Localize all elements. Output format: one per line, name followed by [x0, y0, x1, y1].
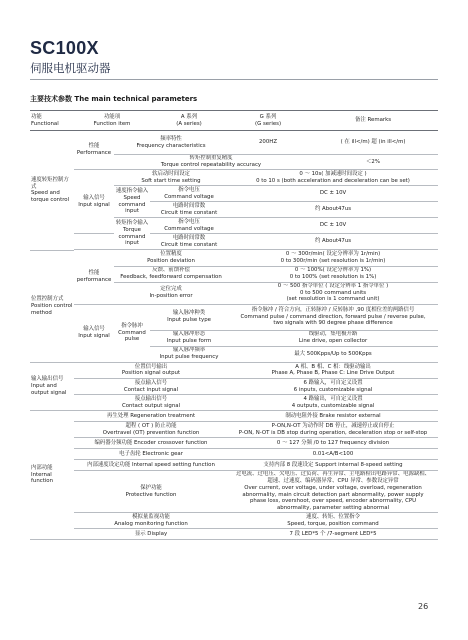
row-analog-monitoring: 模拟量监视功能 Analog monitoring function — [74, 513, 228, 529]
row-contact-input: 接点输入信号 Contact input signal — [74, 379, 228, 395]
group-performance: 性能 performance — [74, 250, 114, 304]
value-display: 7 段 LED*5 个 /7-segment LED*5 — [228, 529, 438, 540]
table-row — [30, 395, 438, 411]
table-row — [30, 438, 438, 449]
row-input-pulse-frequency: 输入脉冲频率 Input pulse frequency — [150, 346, 228, 362]
table-row — [30, 513, 438, 529]
group-position-control: 位置控制方式 Position control method — [30, 250, 74, 363]
value-overtravel: P-ON,N-OT 为动作时 DB 停止，减速停止或自停止 P-ON, N-OT is DB stop during operation, deceleration stop or self-stop — [228, 422, 438, 438]
value-input-pulse-type: 指令脉冲 / 符合方向，正转脉冲 / 反转脉冲 ,90 度相位差的两路信号 Command pulse / command direction, forward pulse / reverse pulse, two signals with 90 degree phase difference — [228, 304, 438, 330]
row-torque-repeatability: 转矩控制重复精度 Torque control repeatability accuracy — [114, 155, 308, 170]
row-position-deviation: 位置精度 Position deviation — [114, 250, 228, 266]
header-a-series: A 系列 (A series) — [150, 111, 228, 131]
row-regeneration: 再生处理 Regeneration treatment — [74, 411, 228, 422]
header-function-item: 功能项 Function item — [74, 111, 150, 131]
row-input-pulse-type: 输入脉冲种类 Input pulse type — [150, 304, 228, 330]
row-soft-start: 软启动时间设定 Soft start time setting — [114, 170, 228, 186]
header-g-series: G 系列 (G series) — [228, 111, 308, 131]
row-position-signal-output: 位置信号输出 Position signal output — [74, 363, 228, 379]
group-performance: 性能 Performance — [74, 131, 114, 170]
row-frequency-characteristics: 频率特性 Frequency characteristics — [114, 131, 228, 155]
group-internal-function: 内部功能 Internal function — [30, 411, 74, 540]
value-circuit-time-constant: 约 About47us — [228, 234, 438, 250]
table-row — [30, 471, 438, 513]
product-subtitle: 伺服电机驱动器 — [30, 61, 111, 75]
header-remarks: 备注 Remarks — [308, 111, 438, 131]
row-command-voltage: 指令电压 Command voltage — [150, 218, 228, 234]
row-encoder-crossover: 编码器分频功能 Encoder crossover function — [74, 438, 228, 449]
table-row — [30, 170, 438, 186]
row-internal-speed: 内部速度设定功能 Internal speed setting function — [74, 460, 228, 471]
row-overtravel: 超程 ( OT ) 防止功能 Overtravel (OT) prevention function — [74, 422, 228, 438]
technical-parameters-table — [30, 110, 438, 540]
table-row — [30, 422, 438, 438]
value-in-position: 0 ～ 500 指令单位 ( 设定分辨率 1 指令单位 ) 0 to 500 command units (set resolution is 1 command unit) — [228, 282, 438, 304]
section-title: 主要技术参数 The main technical parameters — [30, 95, 198, 103]
value-circuit-time-constant: 约 About47us — [228, 202, 438, 218]
value-frequency-a: 200HZ — [228, 131, 308, 155]
value-position-signal-output: A 相、B 相、C 相：线驱动输出 Phase A, Phase B, Phase C: Line Drive Output — [228, 363, 438, 379]
table-row — [30, 250, 438, 266]
row-command-pulse: 指令脉冲 Command pulse — [114, 304, 150, 362]
value-contact-output: 4 路输出，可自定义设置 4 outputs, customizable signal — [228, 395, 438, 411]
table-row — [30, 304, 438, 330]
table-row — [30, 363, 438, 379]
header-function: 功能 Functional — [30, 111, 74, 131]
row-speed-command-input: 速度指令输入 Speed command input — [114, 186, 150, 218]
value-frequency-remark: ( 在 ill</m) 超 (in ill</m) — [308, 131, 438, 155]
value-electronic-gear: 0.01<A/B<100 — [228, 449, 438, 460]
value-contact-input: 6 路输入，可自定义设置 6 inputs, customizable signal — [228, 379, 438, 395]
row-display: 显示 Display — [74, 529, 228, 540]
row-electronic-gear: 电子齿轮 Electronic gear — [74, 449, 228, 460]
table-row — [30, 460, 438, 471]
row-command-voltage: 指令电压 Command voltage — [150, 186, 228, 202]
group-speed-torque: 速度转矩控制方式 Speed and torque control — [30, 131, 74, 251]
value-internal-speed: 支持内部 8 段速设定 Support internal 8-speed setting — [228, 460, 438, 471]
value-torque-repeatability: ＜2% — [308, 155, 438, 170]
row-in-position: 定位完成 In-position error — [114, 282, 228, 304]
value-command-voltage: DC ± 10V — [228, 186, 438, 202]
row-protective-function: 保护功能 Protective function — [74, 471, 228, 513]
value-feedback-feedforward: 0 ～ 100%( 设定分辨率为 1%) 0 to 100% (set resolution is 1%) — [228, 266, 438, 282]
value-position-deviation: 0 ～ 300r/min( 设定分辨率为 1r/min) 0 to 300r/min (set resolution is 1r/min) — [228, 250, 438, 266]
row-torque-command-input: 转矩指令输入 Torque command input — [114, 218, 150, 250]
group-input-signal: 输入信号 Input signal — [74, 304, 114, 362]
product-model-title: SC100X — [30, 38, 99, 58]
value-encoder-crossover: 0 ～ 127 分频 /0 to 127 frequency division — [228, 438, 438, 449]
row-contact-output: 接点输出信号 Contact output signal — [74, 395, 228, 411]
row-input-pulse-form: 输入脉冲形态 Input pulse form — [150, 330, 228, 346]
row-circuit-time-constant: 电路时间常数 Circuit time constant — [150, 234, 228, 250]
row-circuit-time-constant: 电路时间常数 Circuit time constant — [150, 202, 228, 218]
table-row — [30, 411, 438, 422]
table-row — [30, 131, 438, 155]
table-row — [30, 449, 438, 460]
group-input-output: 输入输出信号 Input and output signal — [30, 363, 74, 411]
value-protective-function: 过电流、过电压、欠电压、过负荷、再生异常、主电路检出电路异常、电源缺相、 超速、过速度、编码器异常、CPU 异常、参数设定异常 Over current, over voltage, under voltage, overload, regeneration abnormality, main circuit detection part abnormality, power supply phase loss, overshoot, over speed, encoder abnormality, CPU abnormality, parameter setting abnormal — [228, 471, 438, 513]
header-divider — [30, 79, 438, 80]
row-feedback-feedforward: 反馈、前馈补偿 Feedback, feedforward compensation — [114, 266, 228, 282]
value-regeneration: 制动电阻外接 Brake resistor external — [228, 411, 438, 422]
table-row — [30, 379, 438, 395]
value-input-pulse-form: 线驱动，集电极开路 Line drive, open collector — [228, 330, 438, 346]
table-row — [30, 234, 438, 250]
value-analog-monitoring: 速度、转矩、位置指令 Speed, torque, position command — [228, 513, 438, 529]
table-row — [30, 529, 438, 540]
page-number: 26 — [418, 602, 429, 611]
value-input-pulse-frequency: 最大 500Kpps/Up to 500Kpps — [228, 346, 438, 362]
value-command-voltage: DC ± 10V — [228, 218, 438, 234]
table-header-row — [30, 111, 438, 131]
value-soft-start: 0 ～ 10s( 加减速时间设定 ) 0 to 10 s (both acceleration and deceleration can be set) — [228, 170, 438, 186]
group-input-signal: 输入信号 Input signal — [74, 170, 114, 234]
group-input-signal-spacer — [74, 234, 114, 250]
